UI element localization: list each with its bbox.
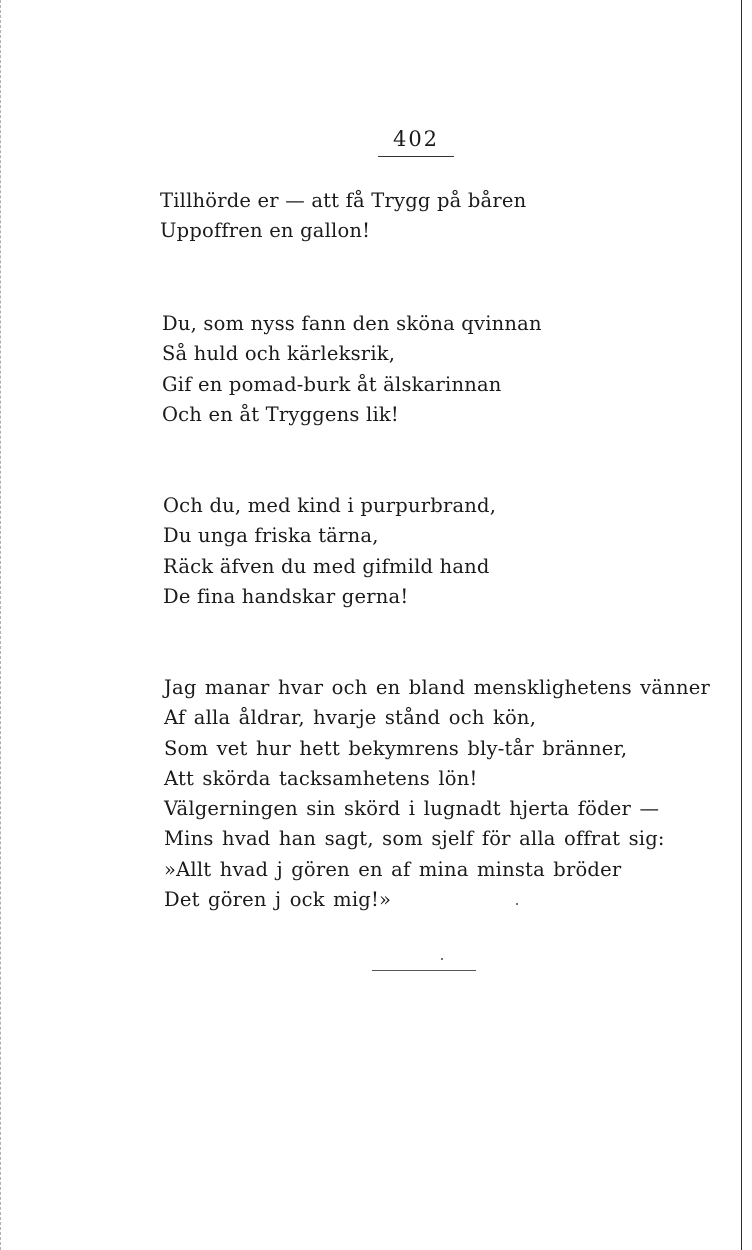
verse-line: Mins hvad han sagt, som sjelf för alla offrat sig: <box>164 827 665 851</box>
scan-right-edge <box>741 0 742 1250</box>
verse-line: Så huld och kärleksrik, <box>162 342 396 366</box>
verse-line: Gif en pomad-burk åt älskarinnan <box>162 372 502 396</box>
verse-line: Räck äfven du med gifmild hand <box>163 554 490 578</box>
scan-left-edge <box>0 0 1 1250</box>
verse-line: Att skörda tacksamhetens lön! <box>164 766 478 790</box>
page-number: 402 <box>392 127 440 151</box>
verse-line: Uppoffren en gallon! <box>160 219 371 243</box>
stanza-4 <box>164 673 710 915</box>
scan-speck <box>441 958 443 960</box>
verse-line: Det gören j ock mig!» <box>164 888 392 912</box>
verse-line: Du, som nyss fann den sköna qvinnan <box>162 312 542 335</box>
page-number-underline <box>378 156 454 157</box>
verse-line: Jag manar hvar och en bland mensklighetens vänner <box>164 676 710 699</box>
verse-line: Och du, med kind i purpurbrand, <box>163 494 497 517</box>
closing-rule <box>372 970 476 971</box>
verse-line: Tillhörde er — att få Trygg på båren <box>160 189 527 212</box>
verse-line: Och en åt Tryggens lik! <box>162 402 399 426</box>
stanza-2 <box>162 309 542 430</box>
verse-line: De fina handskar gerna! <box>163 584 409 608</box>
stanza-3 <box>163 491 496 612</box>
scan-speck <box>516 903 518 905</box>
verse-line: Välgerningen sin skörd i lugnadt hjerta föder — <box>164 797 660 821</box>
stanza-1 <box>160 186 526 247</box>
verse-line: Som vet hur hett bekymrens bly-tår bränner, <box>164 736 628 760</box>
verse-line: »Allt hvad j gören en af mina minsta bröder <box>164 857 622 881</box>
verse-line: Af alla åldrar, hvarje stånd och kön, <box>164 706 537 730</box>
verse-line: Du unga friska tärna, <box>163 524 379 548</box>
